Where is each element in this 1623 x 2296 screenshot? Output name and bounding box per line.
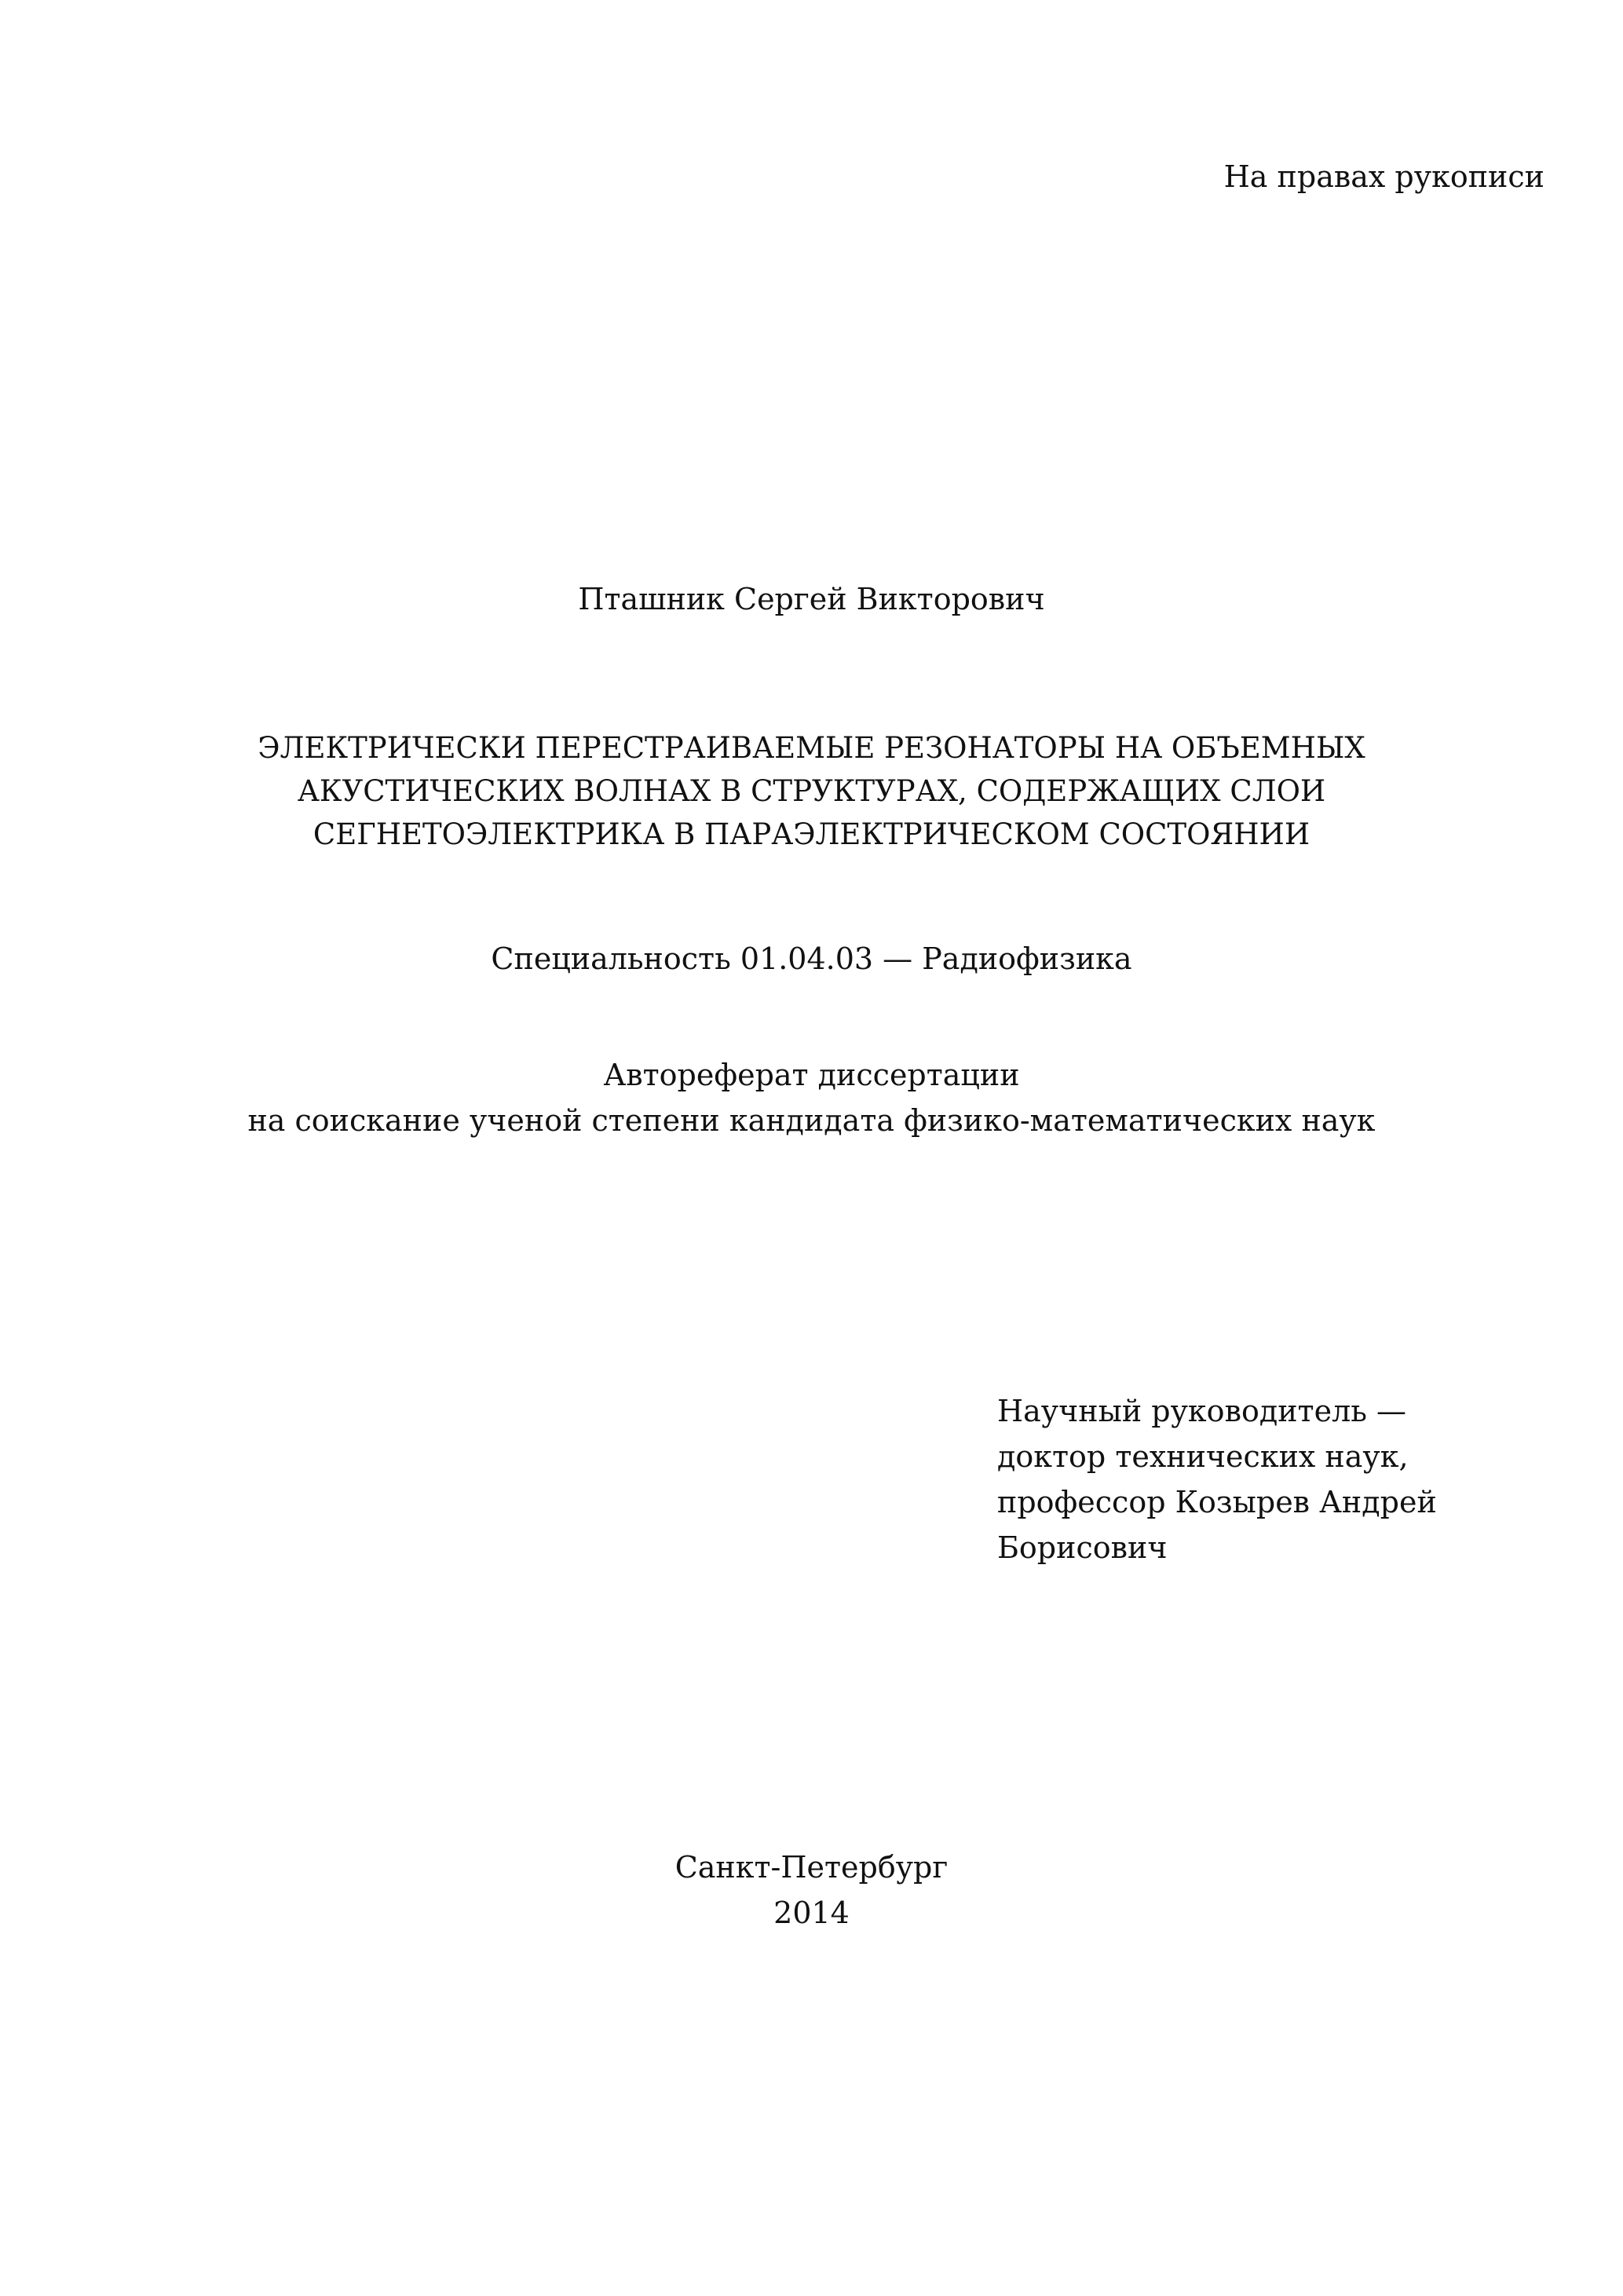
abstract-line-1: Автореферат диссертации <box>603 1058 1020 1092</box>
author-name: Пташник Сергей Викторович <box>578 582 1045 616</box>
dissertation-title <box>0 726 1623 856</box>
city: Санкт-Петербург <box>674 1850 949 1885</box>
abstract-description <box>0 1052 1623 1143</box>
title-line: СЕГНЕТОЭЛЕКТРИКА В ПАРАЭЛЕКТРИЧЕСКОМ СОСТОЯНИИ <box>313 817 1310 851</box>
advisor-line: профессор Козырев Андрей <box>997 1485 1437 1519</box>
advisor-line: Научный руководитель — <box>997 1394 1406 1428</box>
title-line: АКУСТИЧЕСКИХ ВОЛНАХ В СТРУКТУРАХ, СОДЕРЖАЩИХ СЛОИ <box>297 774 1326 808</box>
abstract-line-2: на соискание ученой степени кандидата физико-математических наук <box>247 1103 1376 1138</box>
advisor-line: доктор технических наук, <box>997 1439 1409 1474</box>
scientific-advisor <box>997 1388 1437 1570</box>
place-and-year <box>0 1844 1623 1936</box>
advisor-line: Борисович <box>997 1530 1168 1565</box>
year: 2014 <box>773 1896 850 1930</box>
title-line: ЭЛЕКТРИЧЕСКИ ПЕРЕСТРАИВАЕМЫЕ РЕЗОНАТОРЫ НА ОБЪЕМНЫХ <box>258 731 1365 765</box>
rights-note: На правах рукописи <box>1223 159 1544 194</box>
speciality-line: Специальность 01.04.03 — Радиофизика <box>491 941 1132 976</box>
